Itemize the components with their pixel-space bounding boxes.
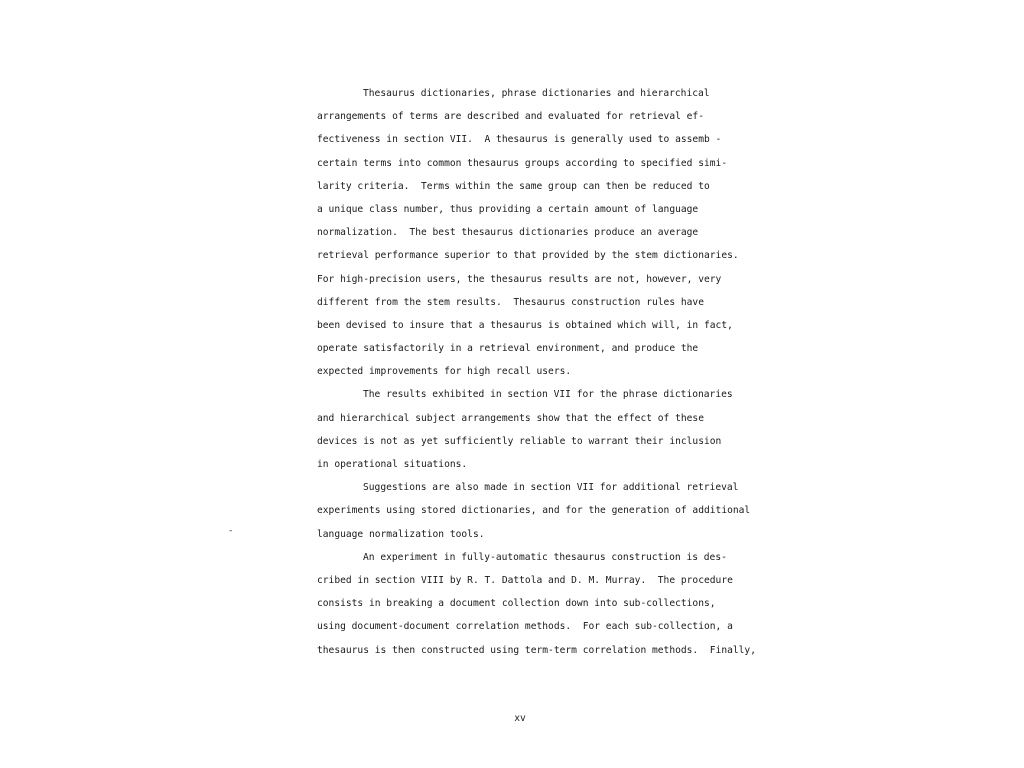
text-line: a unique class number, thus providing a certain amount of language [317,203,699,215]
text-line: retrieval performance superior to that provided by the stem dictionaries. [317,250,739,262]
text-line: consists in breaking a document collection down into sub-collections, [317,598,716,610]
text-line: Suggestions are also made in section VII for additional retrieval [363,482,739,494]
body-text [317,82,767,662]
margin-mark: - [228,526,234,536]
text-line: been devised to insure that a thesaurus is obtained which will, in fact, [317,319,733,331]
text-line: The results exhibited in section VII for the phrase dictionaries [363,389,733,401]
text-line: certain terms into common thesaurus groups according to specified simi- [317,157,728,169]
text-line: For high-precision users, the thesaurus results are not, however, very [317,273,722,285]
text-line: expected improvements for high recall users. [317,366,572,378]
text-line: different from the stem results. Thesaurus construction rules have [317,296,704,308]
text-line: cribed in section VIII by R. T. Dattola and D. M. Murray. The procedure [317,574,733,586]
page-number: xv [514,713,526,724]
text-line: Thesaurus dictionaries, phrase dictionaries and hierarchical [363,88,710,99]
text-line: normalization. The best thesaurus dictionaries produce an average [317,227,699,239]
text-line: fectiveness in section VII. A thesaurus is generally used to assemb - [317,134,722,146]
text-line: experiments using stored dictionaries, and for the generation of additional [317,505,751,517]
text-line: language normalization tools. [317,528,485,540]
text-line: devices is not as yet sufficiently reliable to warrant their inclusion [317,435,722,447]
text-line: and hierarchical subject arrangements show that the effect of these [317,412,704,424]
text-line: arrangements of terms are described and evaluated for retrieval ef- [317,111,704,123]
text-line: An experiment in fully-automatic thesaurus construction is des- [363,551,727,563]
text-line: thesaurus is then constructed using term-term correlation methods. Finally, [317,644,756,656]
text-line: operate satisfactorily in a retrieval environment, and produce the [317,343,699,355]
text-line: in operational situations. [317,459,468,470]
text-line: using document-document correlation methods. For each sub-collection, a [317,621,733,633]
text-line: larity criteria. Terms within the same group can then be reduced to [317,180,710,192]
